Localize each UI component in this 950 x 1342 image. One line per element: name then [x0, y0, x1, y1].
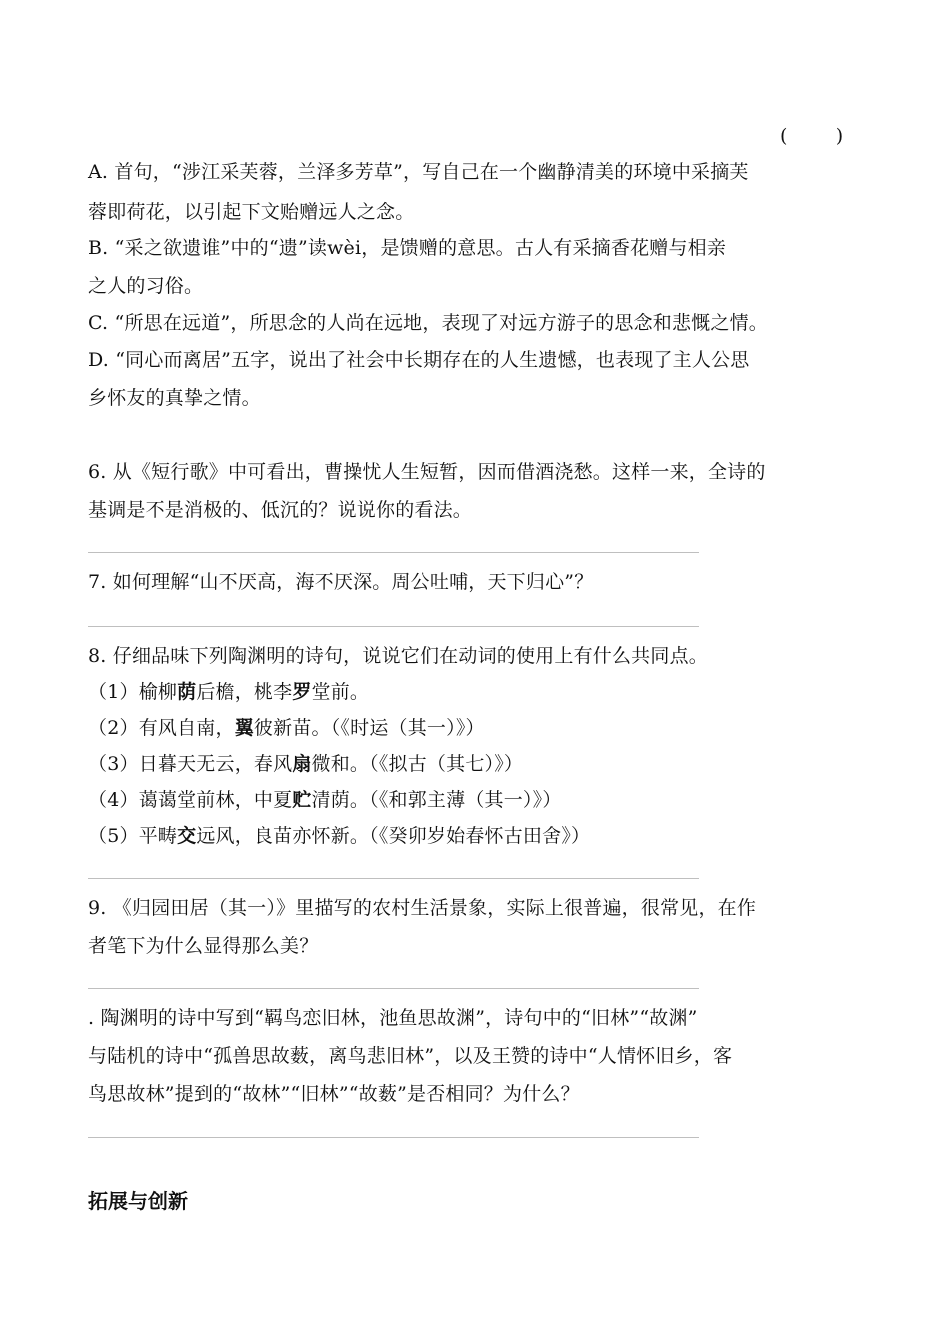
- question-8-item-4: （4）蔼蔼堂前林，中夏贮清荫。（《和郭主薄（其一）》）: [88, 789, 562, 811]
- question-8-item-1: （1）榆柳荫后檐，桃李罗堂前。: [88, 681, 370, 703]
- answer-line-q9: [88, 988, 699, 989]
- question-10-line-2: 与陆机的诗中“孤兽思故薮，离鸟悲旧林”，以及王赞的诗中“人情怀旧乡，客: [88, 1045, 733, 1067]
- answer-bracket: ( ): [780, 125, 844, 147]
- option-d-line-1: D. “同心而离居”五字，说出了社会中长期存在的人生遗憾，也表现了主人公思: [88, 349, 750, 371]
- question-9-line-1: 9. 《归园田居（其一）》里描写的农村生活景象，实际上很普遍，很常见，在作: [88, 897, 757, 919]
- option-a-line-1: A. 首句，“涉江采芙蓉，兰泽多芳草”，写自己在一个幽静清美的环境中采摘芙: [88, 161, 749, 183]
- question-6-line-1: 6. 从《短行歌》中可看出，曹操忧人生短暂，因而借酒浇愁。这样一来，全诗的: [88, 461, 766, 483]
- section-heading: 拓展与创新: [88, 1189, 188, 1213]
- question-8-item-3: （3）日暮天无云，春风扇微和。（《拟古（其七）》）: [88, 753, 524, 775]
- option-d-line-2: 乡怀友的真挚之情。: [88, 387, 261, 409]
- question-10-line-1: . 陶渊明的诗中写到“羁鸟恋旧林，池鱼思故渊”，诗句中的“旧林”“故渊”: [88, 1007, 698, 1029]
- answer-line-q10: [88, 1137, 699, 1138]
- answer-line-q8: [88, 878, 699, 879]
- question-10-line-3: 鸟思故林”提到的“故林”“旧林”“故薮”是否相同？为什么？: [88, 1083, 580, 1105]
- question-8-item-5: （5）平畴交远风，良苗亦怀新。（《癸卯岁始春怀古田舍》）: [88, 825, 591, 847]
- question-9-line-2: 者笔下为什么显得那么美？: [88, 935, 319, 957]
- option-b-line-2: 之人的习俗。: [88, 275, 204, 297]
- option-b-line-1: B. “采之欲遗谁”中的“遗”读wèi，是馈赠的意思。古人有采摘香花赠与相亲: [88, 237, 727, 259]
- question-7-line-1: 7. 如何理解“山不厌高，海不厌深。周公吐哺，天下归心”？: [88, 571, 594, 593]
- option-a-line-2: 蓉即荷花，以引起下文贻赠远人之念。: [88, 201, 415, 223]
- answer-line-q6: [88, 552, 699, 553]
- question-8-prompt: 8. 仔细品味下列陶渊明的诗句，说说它们在动词的使用上有什么共同点。: [88, 645, 708, 667]
- question-6-line-2: 基调是不是消极的、低沉的？说说你的看法。: [88, 499, 473, 521]
- option-c-line-1: C. “所思在远道”，所思念的人尚在远地，表现了对远方游子的思念和悲慨之情。: [88, 312, 768, 334]
- answer-line-q7: [88, 626, 699, 627]
- question-8-item-2: （2）有风自南，翼彼新苗。（《时运（其一）》）: [88, 717, 485, 739]
